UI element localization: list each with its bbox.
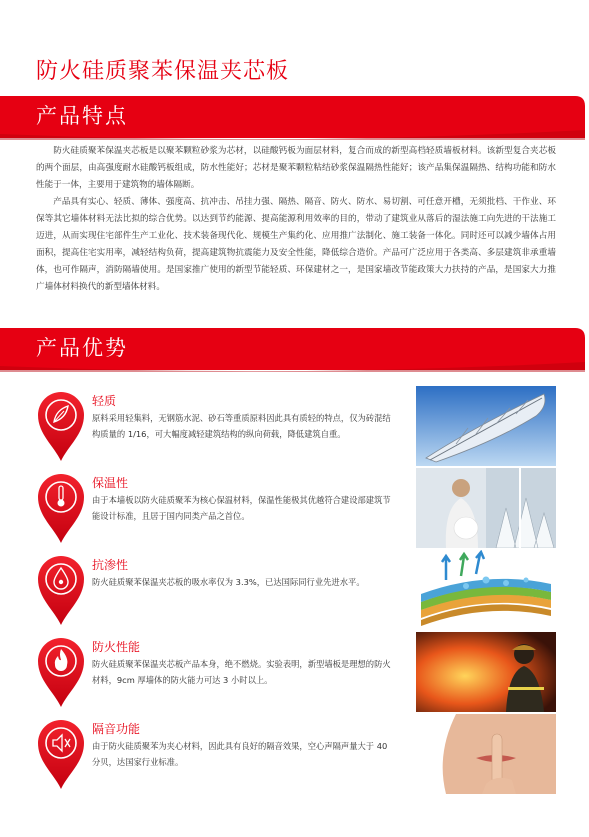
intro-paragraph: 防火硅质聚苯保温夹芯板是以聚苯颗粒砂浆为芯材，以硅酸钙板为面层材料，复合而成的新型高档轻质墙板材料。该新型复合夹芯板的两个面层，由高强度耐水硅酸钙板组成，防水性能好；芯材是聚苯颗粒粘结砂浆保温隔热性能好；该产品集保温隔热、结构功能和防水性能于一体，主要用于建筑物的墙体隔断。 [36,146,556,190]
feature-soundproof [36,714,556,796]
section-banner-features [0,94,589,140]
feature-impermeability [36,550,556,632]
section-heading-advantages: 产品优势 [36,336,128,360]
intro-paragraph: 产品具有实心、轻质、薄体、强度高、抗冲击、吊挂力强、隔热、隔音、防火、防水、易切割、可任意开槽，无须批档、干作业、环保等其它墙体材料无法比拟的综合优势。以达到节约能源、提高能源利用效率的目的，带动了建筑业从落后的湿法施工向先进的干法施工迈进，从而实现住宅部件生产工业化、技术装备现代化、规模生产集约化、应用推广法制化、施工装备一体化。同时还可以减少墙体占用面积，提高住宅实用率，减轻结构负荷，提高建筑物抗震能力及安全性能，降低综合造价。产品可广泛应用于各类高、多层建筑非承重墙体，也可作隔声，消防隔墙使用。是国家推广使用的新型节能轻质、环保建材之一，是国家墙改节能政策大力扶持的产品，是国家大力推广墙体材料换代的新型墙体材料。 [36,197,556,292]
waterproof-layers-illustration [416,550,556,630]
feature-description: 防火硅质聚苯保温夹芯板产品本身，绝不燃烧。实验表明，新型墙板是理想的防火材料，9cm 厚墙体的防火能力可达 3 小时以上。 [92,659,391,685]
feature-lightweight [36,386,556,468]
thermometer-icon [36,472,86,544]
feather-photo [416,386,556,466]
flame-icon [36,636,86,708]
feature-description: 由于防火硅质聚苯为夹心材料，因此具有良好的隔音效果，空心声隔声量大于 40 分贝，达国家行业标准。 [92,741,388,767]
page-title: 防火硅质聚苯保温夹芯板 [36,59,290,84]
window-snow-photo [416,468,556,548]
feature-title: 隔音功能 [92,722,141,736]
feature-description: 防火硅质聚苯保温夹芯板的吸水率仅为 3.3%，已达国际同行业先进水平。 [92,577,365,587]
section-heading-features: 产品特点 [36,104,128,128]
feature-title: 抗渗性 [92,558,129,572]
feature-description: 原料采用轻集料，无钢筋水泥、砂石等重质原料因此具有质轻的特点，仅为砖混结构质量的 1/16，可大幅度减轻建筑结构的纵向荷载，降低建筑自重。 [92,413,391,439]
finger-on-lips-photo [416,714,556,794]
intro-text [36,143,556,296]
firefighter-photo [416,632,556,712]
feather-icon [36,390,86,462]
feature-description: 由于本墙板以防火硅质聚苯为核心保温材料，保温性能极其优越符合建设部建筑节能设计标准，且居于国内同类产品之首位。 [92,495,391,521]
mute-speaker-icon [36,718,86,790]
water-drop-icon [36,554,86,626]
feature-title: 保温性 [92,476,129,490]
feature-insulation [36,468,556,550]
feature-fireproof [36,632,556,714]
feature-title: 防火性能 [92,640,141,654]
feature-title: 轻质 [92,394,117,408]
section-banner-advantages [0,326,589,372]
